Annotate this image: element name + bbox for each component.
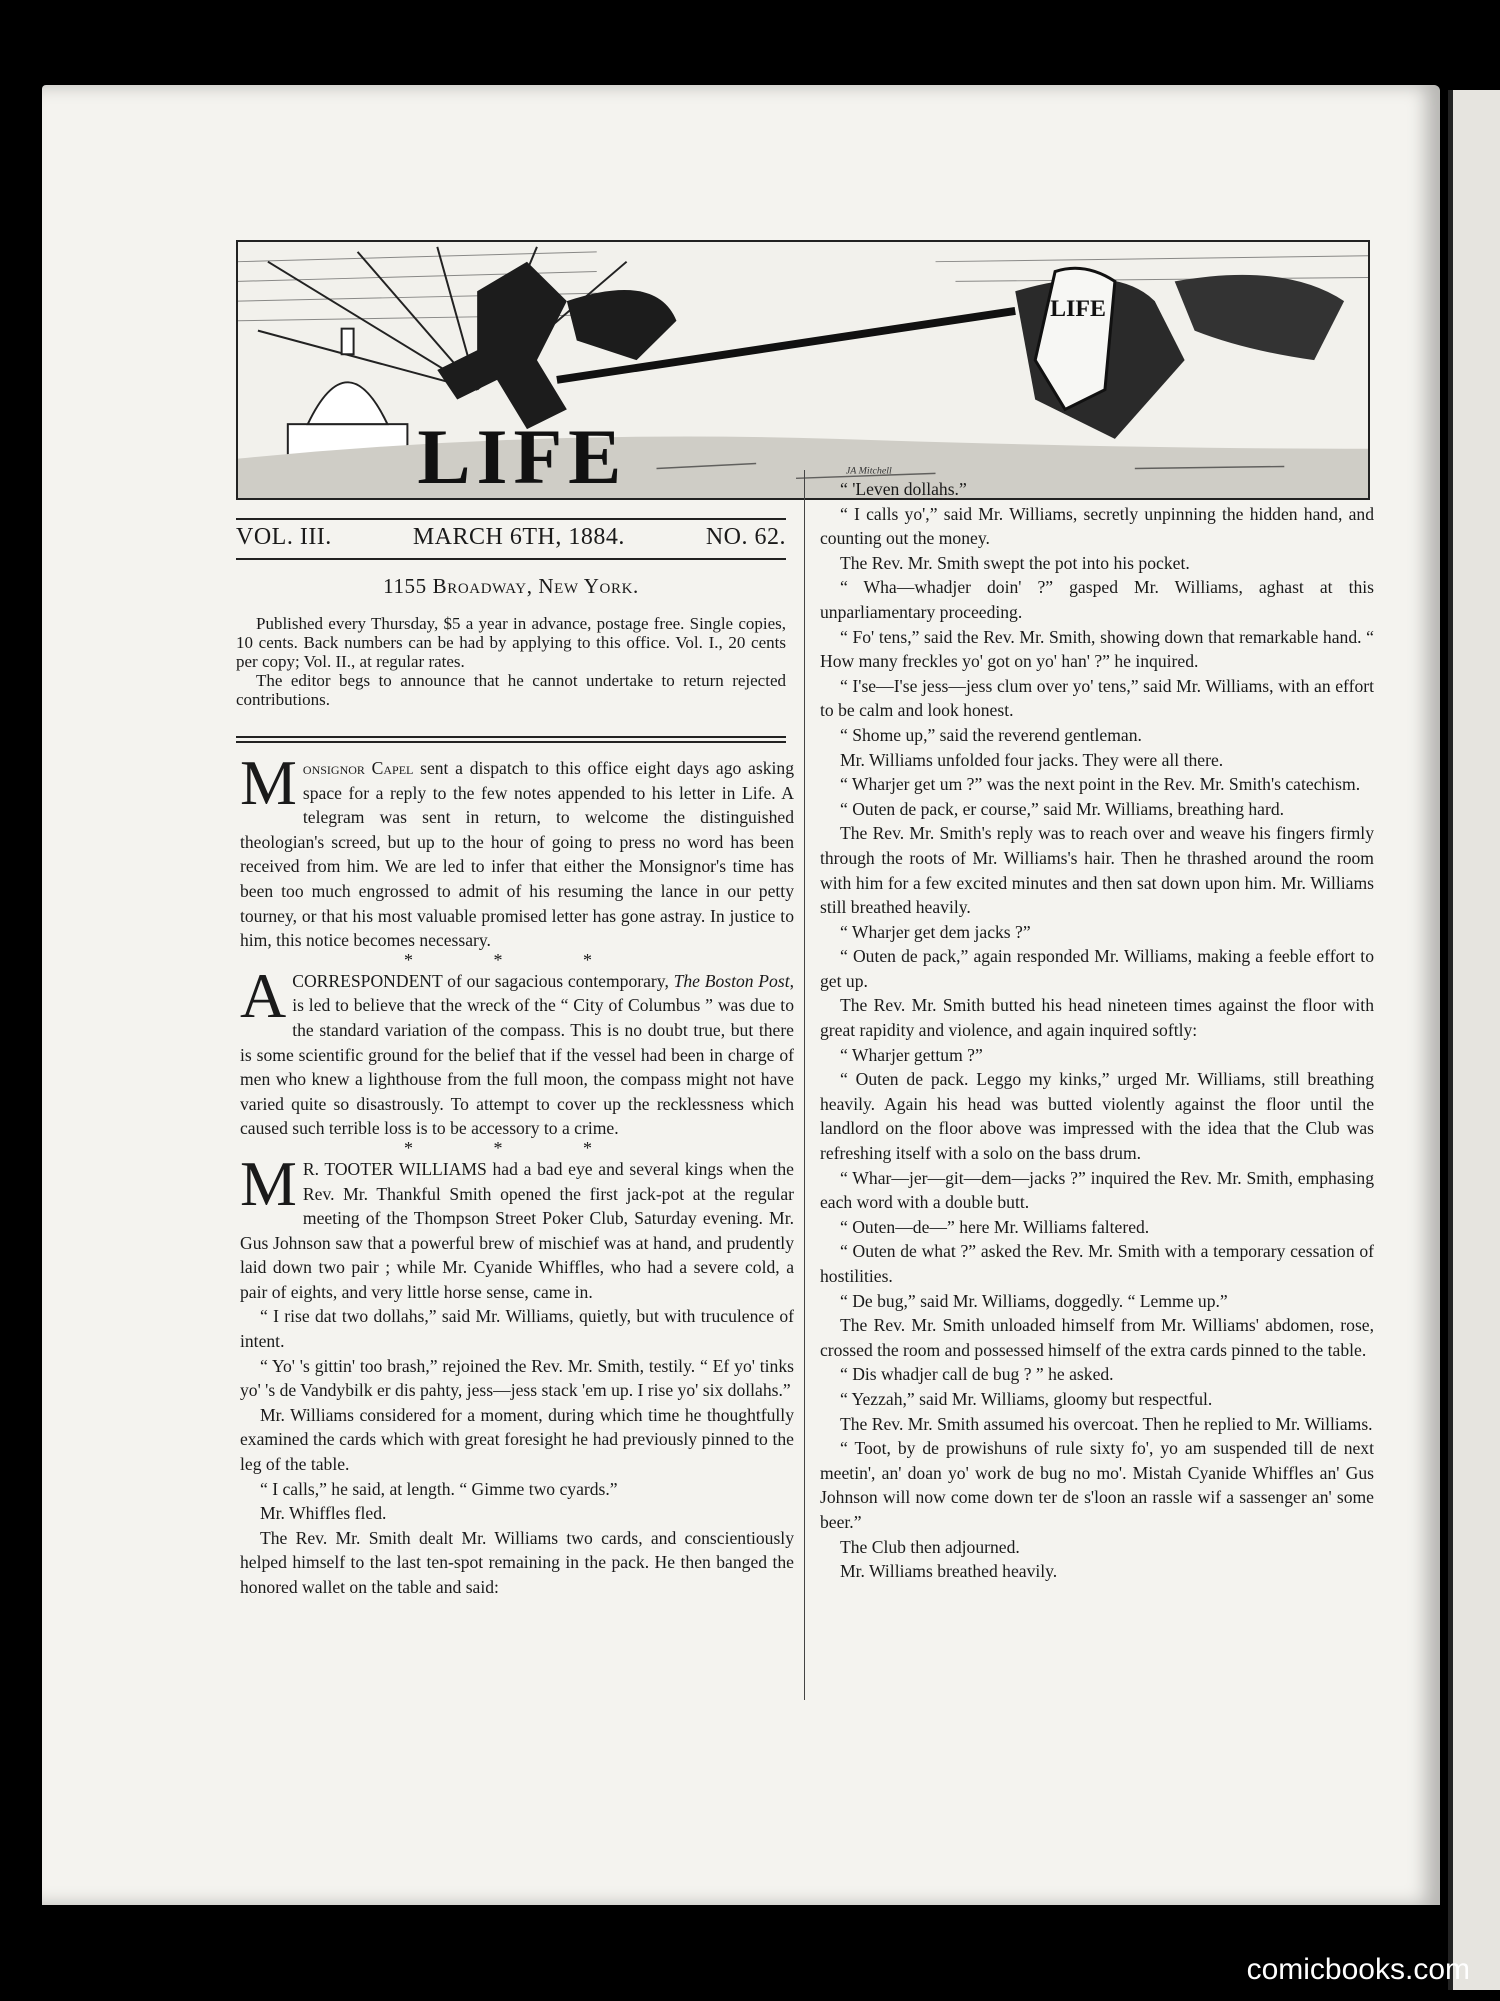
life-logo: LIFE (417, 413, 628, 498)
section-separator: * * * (404, 949, 630, 970)
paragraph: “ Wharjer get um ?” was the next point in the Rev. Mr. Smith's catechism. (840, 774, 1361, 795)
paragraph: “ Whar—jer—git—dem—jacks ?” inquired the Rev. Mr. Smith, emphasing each word with a double butt. (820, 1167, 1374, 1213)
article-compass (240, 959, 794, 1141)
header-rule-bottom (236, 558, 786, 560)
paragraph: “ Yezzah,” said Mr. Williams, gloomy but respectful. (840, 1388, 1213, 1409)
publisher-address: 1155 Broadway, New York. (383, 574, 639, 598)
paragraph: “ Dis whadjer call de bug ? ” he asked. (840, 1364, 1114, 1385)
paragraph: “ Outen de pack,” again responded Mr. Williams, making a feeble effort to get up. (820, 946, 1374, 991)
dropcap-a: A (240, 959, 287, 1031)
article-capel-text: sent a dispatch to this office eight days ago asking space for a reply to the few notes appended to his letter in Life. A telegram was sent in return, to welcome the distinguished theologian's screed, but up to the hour of going to press no word has been received from him. We are led to infer that either the Monsignor's time has been too much engrossed to admit of his resuming the lance in our petty tourney, or that his most valuable promised letter has gone astray. In justice to him, this notice becomes necessary. (240, 758, 794, 951)
volume-label: VOL. III. (236, 524, 332, 550)
article-poker-intro (240, 1147, 794, 1305)
paragraph: The Rev. Mr. Smith unloaded himself from Mr. Williams' abdomen, rose, crossed the room and possessed himself of the extra cards pinned to the table. (820, 1315, 1374, 1360)
paragraph: The Club then adjourned. (840, 1536, 1020, 1557)
article-compass-text-1: of our sagacious contemporary, (442, 970, 674, 991)
article-compass-lead: CORRESPONDENT (292, 970, 443, 991)
paragraph: “ Yo' 's gittin' too brash,” rejoined the Rev. Mr. Smith, testily. “ Ef yo' tinks yo' 's de Vandybilk er dis pahty, jess—jess stack 'em up. I rise yo' six dollahs.” (240, 1355, 794, 1401)
paragraph: “ Wharjer gettum ?” (840, 1044, 983, 1065)
paragraph: “ 'Leven dollahs.” (840, 479, 967, 499)
section-rule-1 (236, 736, 786, 738)
paragraph: “ Outen de pack. Leggo my kinks,” urged Mr. Williams, still breathing heavily. Again his head was butted violently against the floor until the landlord on the floor above was impressed with the idea that the Club was refreshing itself with a solo on the bass drum. (820, 1069, 1374, 1164)
paragraph: “ I calls yo',” said Mr. Williams, secretly unpinning the hidden hand, and counting out the money. (820, 503, 1374, 549)
paragraph: Mr. Williams unfolded four jacks. They were all there. (840, 749, 1224, 770)
paragraph: “ De bug,” said Mr. Williams, doggedly. “ Lemme up.” (840, 1290, 1228, 1311)
paragraph: “ Wha—whadjer doin' ?” gasped Mr. Williams, aghast at this unparliamentary proceeding. (820, 577, 1374, 622)
article-capel-lead: onsignor Capel (302, 758, 414, 778)
masthead-illustration (236, 240, 1370, 500)
paragraph: “ Shome up,” said the reverend gentleman. (840, 724, 1142, 745)
dropcap-m: M (240, 747, 297, 818)
right-column (820, 477, 1374, 1584)
adjacent-page-edge (1448, 90, 1500, 1990)
paragraph: Mr. Williams breathed heavily. (840, 1561, 1058, 1582)
issue-number: NO. 62. (705, 524, 786, 550)
editor-notice: The editor begs to announce that he cannot undertake to return rejected contributions. (236, 671, 786, 709)
shield-text: LIFE (1050, 295, 1106, 322)
paragraph: “ I calls,” he said, at length. “ Gimme two cyards.” (260, 1478, 618, 1499)
paragraph: The Rev. Mr. Smith's reply was to reach over and weave his fingers firmly through the roots of Mr. Williams's hair. Then he thrashed around the room with him for a few excited minutes and then sat down upon him. Mr. Williams still breathed heavily. (820, 823, 1374, 918)
paragraph: “ I'se—I'se jess—jess clum over yo' tens,” said Mr. Williams, with an effort to be calm and look honest. (820, 675, 1374, 721)
left-column (240, 747, 794, 1600)
newspaper-title: The Boston Post (673, 970, 790, 991)
publisher-note (236, 614, 786, 709)
paragraph: The Rev. Mr. Smith butted his head nineteen times against the floor with great rapidity and violence, and again inquired softly: (820, 995, 1374, 1041)
paragraph: Mr. Whiffles fled. (260, 1503, 387, 1524)
section-separator: * * * (404, 1137, 630, 1158)
subscription-info: Published every Thursday, $5 a year in advance, postage free. Single copies, 10 cents. Back numbers can be had by applying to this office. Vol. I., 20 cents per copy; Vol. II., at regular rates. (236, 614, 786, 671)
section-rule-2 (236, 741, 786, 743)
paragraph: The Rev. Mr. Smith assumed his overcoat. Then he replied to Mr. Williams. (840, 1413, 1373, 1434)
issue-header (236, 524, 786, 551)
article-poker-lead: R. TOOTER WILLIAMS (302, 1158, 487, 1179)
paragraph: “ I rise dat two dollahs,” said Mr. Williams, quietly, but with truculence of intent. (240, 1306, 794, 1352)
paragraph: “ Toot, by de prowishuns of rule sixty fo', yo am suspended till de next meetin', an' doan yo' work de bug no mo'. Mistah Cyanide Whiffles an' Gus Johnson will now come down ter de s'loon an rassle wif a sassenger an' some beer.” (820, 1438, 1374, 1532)
paragraph: The Rev. Mr. Smith dealt Mr. Williams two cards, and conscientiously helped himself to the last ten-spot remaining in the pack. He then banged the honored wallet on the table and said: (240, 1527, 794, 1597)
article-capel (240, 747, 794, 953)
paragraph: “ Outen de what ?” asked the Rev. Mr. Smith with a temporary cessation of hostilities. (820, 1241, 1374, 1286)
paragraph: Mr. Williams considered for a moment, during which time he thoughtfully examined the cards which with great foresight he had previously pinned to the leg of the table. (240, 1404, 794, 1475)
paragraph: “ Outen—de—” here Mr. Williams faltered. (840, 1216, 1150, 1237)
article-compass-text-2: , is led to believe that the wreck of the “ City of Columbus ” was due to the standard variation of the compass. This is no doubt true, but there is some scientific ground for the belief that if the vessel had been in charge of men who knew a lighthouse from the full moon, the compass might not have varied quite so disastrously. To attempt to cover up the recklessness which caused such terrible loss is to be accessory to a crime. (240, 970, 794, 1139)
header-rule-top (236, 518, 786, 520)
column-divider (804, 470, 805, 1700)
paragraph: “ Fo' tens,” said the Rev. Mr. Smith, showing down that remarkable hand. “ How many freckles yo' got on yo' han' ?” he inquired. (820, 626, 1374, 672)
watermark-text: comicbooks.com (1246, 1953, 1470, 1986)
artist-signature: JA Mitchell (845, 465, 892, 477)
paragraph: “ Outen de pack, er course,” said Mr. Williams, breathing hard. (840, 798, 1285, 819)
dropcap-m: M (240, 1147, 297, 1219)
paragraph: The Rev. Mr. Smith swept the pot into his pocket. (840, 552, 1190, 573)
article-poker-intro-text: had a bad eye and several kings when the Rev. Mr. Thankful Smith opened the first jack-pot at the regular meeting of the Thompson Street Poker Club, Saturday evening. Mr. Gus Johnson saw that a powerful brew of mischief was at hand, and prudently laid down two pair ; while Mr. Cyanide Whiffles, who had a severe cold, a pair of eights, and very little horse sense, came in. (240, 1158, 794, 1302)
paragraph: “ Wharjer get dem jacks ?” (840, 921, 1031, 942)
issue-date: MARCH 6TH, 1884. (412, 524, 625, 550)
